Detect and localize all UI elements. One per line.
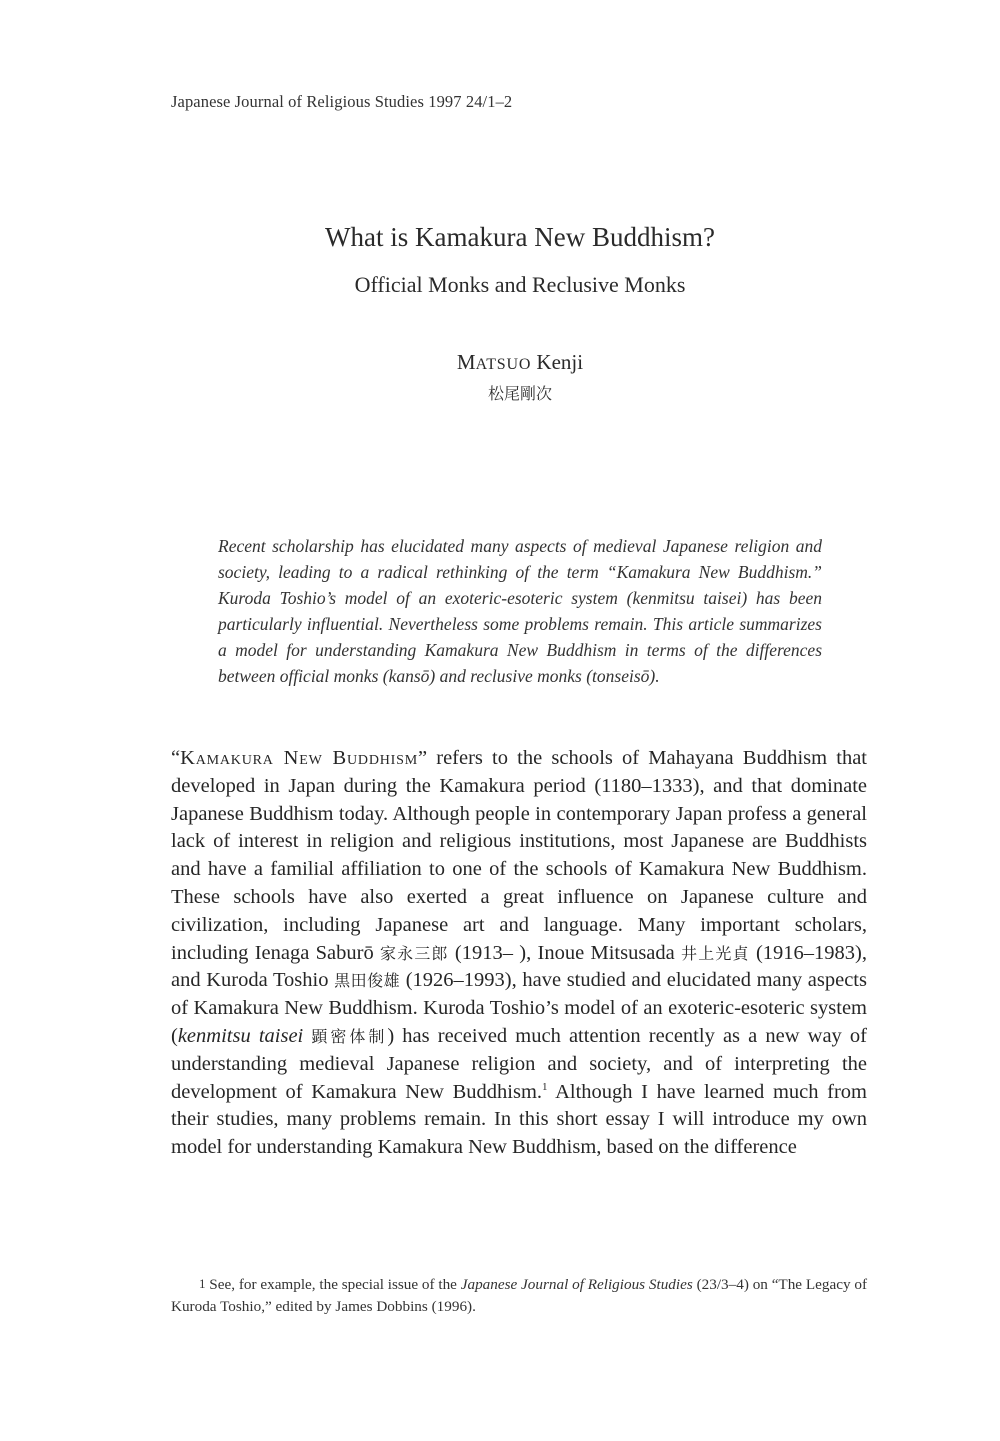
footnote-journal-title: Japanese Journal of Religious Studies [460,1276,693,1293]
body-paragraph [171,745,867,1162]
kanji-ienaga: 家永三郎 [380,943,449,963]
running-head: Japanese Journal of Religious Studies 1997 24/1–2 [171,92,513,111]
footnote-reference[interactable]: 1 [542,1080,548,1093]
lead-quote-close: ” [417,747,428,769]
kanji-inoue: 井上光貞 [681,943,750,963]
body-segment-3: (1916–1983), and Kuroda Toshio [171,941,867,992]
lead-quote-open: “ [171,747,181,769]
footnote-text-a: See, for example, the special issue of the [205,1276,461,1293]
abstract-text: Recent scholarship has elucidated many aspects of medieval Japanese religion and society, leading to a radical rethinking of the term “Kamakura New Buddhism.” Kuroda Toshio’s model of an exoteric-esoteric system (kenmitsu taisei) has been particularly influential. Nevertheless some problems remain. This article summarizes a model for understanding Kamakura New Buddhism in terms of the differences between official monks (kansō) and reclusive monks (tonseisō). [218,536,822,686]
body-segment-1: refers to the schools of Mahayana Buddhism that developed in Japan during the Kamakura period (1180–1333), and that dominate Japanese Buddhism today. Although people in contemporary Japan profess a general lack of interest in religion and religious institutions, most Japanese are Buddhists and have a familial affiliation to one of the schools of Kamakura New Buddhism. These schools have also exerted a great influence on Japanese culture and civilization, including Japanese art and language. Many important scholars, including Ienaga Saburō [171,747,867,964]
footnote-text [171,1274,867,1318]
body-segment-6: Although I have learned much from their studies, many problems remain. In this short essay I will introduce my own model for understanding Kamakura New Buddhism, based on the difference [171,1080,867,1159]
kanji-kuroda: 黒田俊雄 [334,971,401,991]
body-segment-5: ) has received much attention recently as a new way of understanding medieval Japanese religion and society, and of interpreting the development of Kamakura New Buddhism. [171,1024,868,1103]
footnote [171,1274,867,1318]
author-given-name: Kenji [536,350,584,374]
body-segment-2: (1913– ), Inoue Mitsusada [448,941,682,964]
author-kanji: 松尾剛次 [487,384,552,403]
body-segment-4: (1926–1993), have studied and elucidated many aspects of Kamakura New Buddhism. Kuroda Toshio’s model of an exoteric-esoteric system ( [171,969,867,1047]
author-name [0,350,1000,375]
article-title: What is Kamakura New Buddhism? [325,222,715,252]
author-surname-rest: ATSUO [475,356,532,373]
article-subtitle: Official Monks and Reclusive Monks [354,272,686,297]
footnote-text-b: (23/3–4) on “The Legacy of Kuroda Toshio,” edited by James Dobbins (1996). [171,1276,867,1315]
kanji-kenmitsu: 顕密体制 [303,1026,388,1046]
italic-kenmitsu-taisei: kenmitsu taisei [177,1024,304,1047]
abstract [218,533,822,689]
author-surname-initial: M [456,350,476,374]
footnote-mark: 1 [199,1276,206,1291]
body-text [171,745,867,1162]
lead-smallcaps: Kamakura New Buddhism [180,747,418,769]
